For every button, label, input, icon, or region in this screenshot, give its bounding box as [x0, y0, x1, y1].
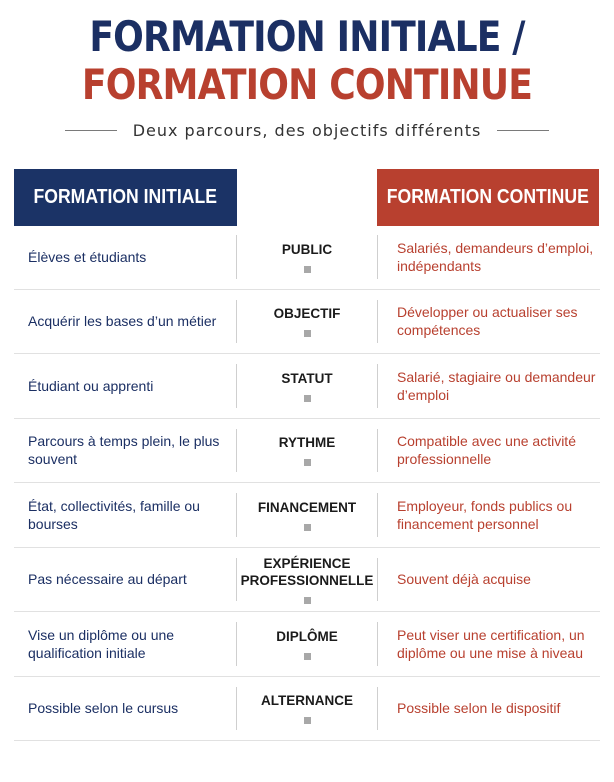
- criterion-cell: [237, 354, 377, 418]
- criterion-label: STATUT: [281, 370, 333, 386]
- initiale-cell: Vise un diplôme ou une qualification initiale: [28, 626, 175, 661]
- table-row: [14, 419, 600, 484]
- continue-cell: Possible selon le dispositif: [397, 700, 561, 717]
- column-divider: [377, 300, 378, 344]
- column-divider: [377, 558, 378, 602]
- table-row: [14, 548, 600, 613]
- square-bullet-icon: [304, 266, 311, 273]
- subtitle-rule-right: [497, 130, 549, 131]
- table-row: [14, 677, 600, 742]
- table-row: [14, 612, 600, 677]
- column-divider: [377, 235, 378, 279]
- subtitle-rule-left: [65, 130, 117, 131]
- criterion-cell: [237, 612, 377, 676]
- criterion-cell: [237, 483, 377, 547]
- continue-cell: Employeur, fonds publics ou financement personnel: [397, 497, 573, 532]
- table-row: [14, 483, 600, 548]
- column-header-initiale-label: FORMATION INITIALE: [33, 186, 218, 208]
- initiale-cell: Pas nécessaire au départ: [28, 571, 187, 588]
- column-divider: [377, 429, 378, 473]
- criterion-label: PUBLIC: [281, 241, 333, 257]
- criterion-cell: [237, 548, 377, 612]
- initiale-cell: Étudiant ou apprenti: [28, 377, 154, 394]
- criterion-label: EXPÉRIENCE PROFESSIONNELLE: [240, 555, 374, 588]
- criterion-label: ALTERNANCE: [261, 693, 353, 709]
- continue-cell: Souvent déjà acquise: [397, 571, 531, 588]
- criterion-cell: [237, 419, 377, 483]
- column-divider: [377, 622, 378, 666]
- criterion-cell: [237, 677, 377, 741]
- column-divider: [377, 493, 378, 537]
- comparison-table: [14, 225, 600, 741]
- initiale-cell: Acquérir les bases d’un métier: [28, 313, 217, 330]
- table-row: [14, 225, 600, 290]
- criterion-cell: [237, 290, 377, 354]
- square-bullet-icon: [304, 597, 311, 604]
- column-header-continue-label: FORMATION CONTINUE: [386, 186, 590, 208]
- initiale-cell: Élèves et étudiants: [28, 248, 147, 265]
- criterion-label: OBJECTIF: [273, 306, 341, 322]
- square-bullet-icon: [304, 717, 311, 724]
- square-bullet-icon: [304, 395, 311, 402]
- title-line-2: FORMATION CONTINUE: [81, 60, 533, 109]
- criterion-cell: [237, 225, 377, 289]
- initiale-cell: Possible selon le cursus: [28, 700, 179, 717]
- subtitle: Deux parcours, des objectifs différents: [132, 120, 482, 140]
- column-divider: [377, 364, 378, 408]
- initiale-cell: Parcours à temps plein, le plus souvent: [28, 433, 220, 468]
- square-bullet-icon: [304, 653, 311, 660]
- square-bullet-icon: [304, 330, 311, 337]
- column-divider: [377, 687, 378, 731]
- continue-cell: Développer ou actualiser ses compétences: [397, 304, 578, 339]
- continue-cell: Salariés, demandeurs d’emploi, indépendants: [397, 239, 594, 274]
- table-row: [14, 354, 600, 419]
- title-line-1: FORMATION INITIALE /: [89, 12, 525, 61]
- continue-cell: Compatible avec une activité professionnelle: [397, 433, 576, 468]
- criterion-label: DIPLÔME: [276, 628, 338, 644]
- column-header-initiale: [14, 169, 237, 226]
- continue-cell: Salarié, stagiaire ou demandeur d’emploi: [397, 368, 596, 403]
- subtitle-row: [0, 120, 614, 140]
- initiale-cell: État, collectivités, famille ou bourses: [28, 497, 200, 532]
- square-bullet-icon: [304, 524, 311, 531]
- column-header-continue: [377, 169, 599, 226]
- continue-cell: Peut viser une certification, un diplôme ou une mise à niveau: [397, 626, 585, 661]
- criterion-label: FINANCEMENT: [257, 499, 357, 515]
- square-bullet-icon: [304, 459, 311, 466]
- table-row: [14, 290, 600, 355]
- criterion-label: RYTHME: [278, 435, 336, 451]
